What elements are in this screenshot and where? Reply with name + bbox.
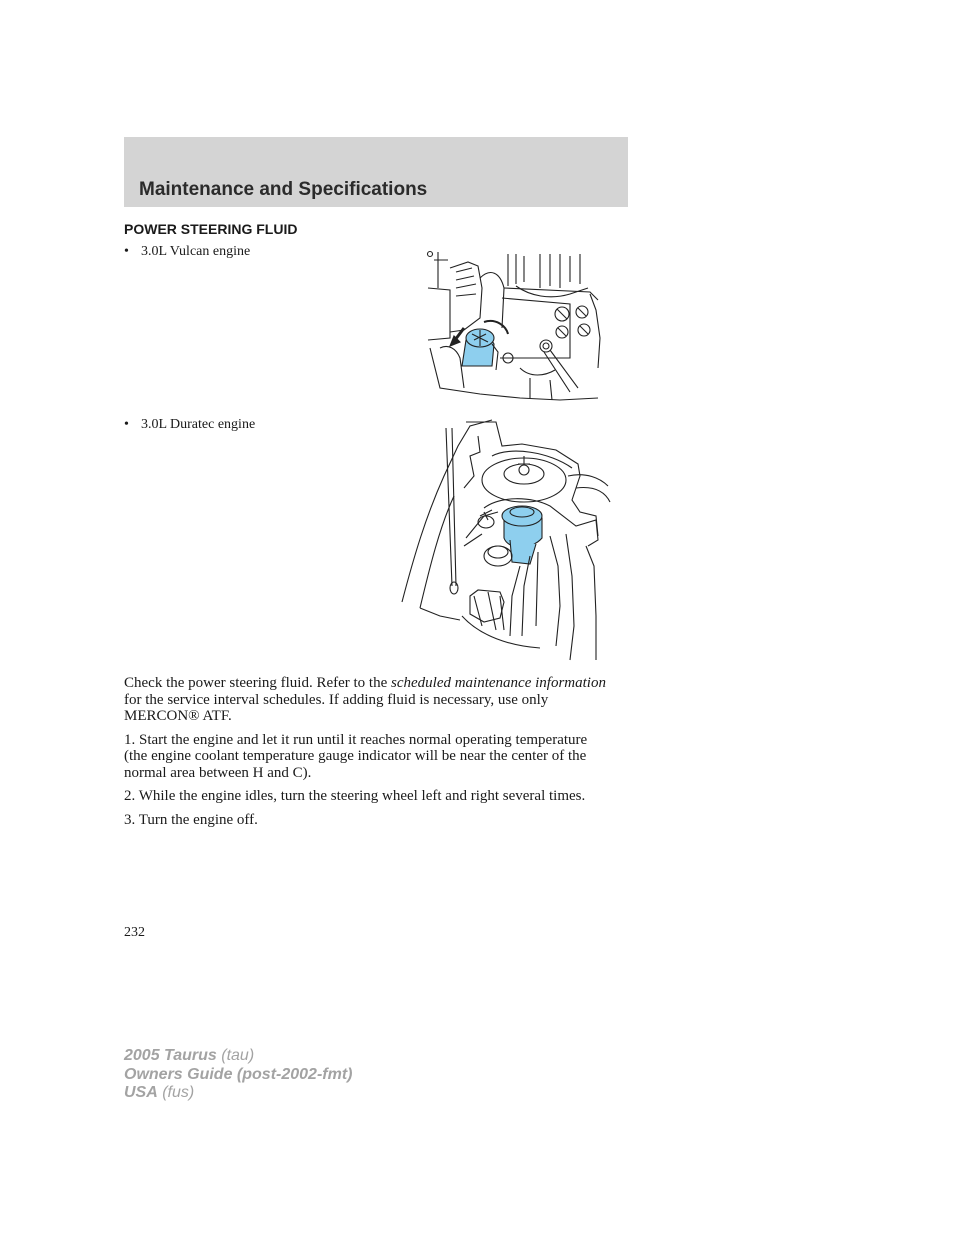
body-text [124,675,614,835]
footer-model-code: (tau) [216,1047,255,1064]
page-number: 232 [124,925,145,940]
page-title: Maintenance and Specifications [139,179,428,200]
header-band [124,137,628,207]
bullet-label: 3.0L Vulcan engine [141,244,251,259]
bullet-duratec [124,417,255,433]
footer-market: USA [124,1084,158,1101]
bullet-label: 3.0L Duratec engine [141,417,256,432]
footer-line-2 [124,1066,352,1085]
duratec-engine-illustration [400,416,618,664]
step-2: 2. While the engine idles, turn the steering wheel left and right several times. [124,788,586,804]
footer-guide: Owners Guide (post-2002-fmt) [124,1065,353,1083]
intro-text: Check the power steering fluid. Refer to the [124,675,391,691]
intro-paragraph [124,675,614,725]
vulcan-engine-illustration [420,248,605,404]
footer-model: 2005 Taurus [124,1047,217,1064]
footer-line-1 [124,1047,352,1066]
step-3: 3. Turn the engine off. [124,811,258,828]
bullet-icon: • [124,244,129,259]
bullet-icon: • [124,417,129,432]
intro-text-cont: for the service interval schedules. If adding fluid is necessary, use only MERCON® ATF. [124,691,549,724]
footer-market-code: (fus) [157,1084,195,1101]
section-title: POWER STEERING FLUID [124,221,298,237]
footer-line-3 [124,1084,352,1103]
bullet-vulcan [124,244,250,260]
footer [124,1047,352,1103]
scheduled-maintenance-reference: scheduled maintenance information [391,675,606,691]
step-1: 1. Start the engine and let it run until it reaches normal operating temperature (the engine coolant temperature gauge indicator will be near the center of the normal area between H and C). [124,731,588,781]
